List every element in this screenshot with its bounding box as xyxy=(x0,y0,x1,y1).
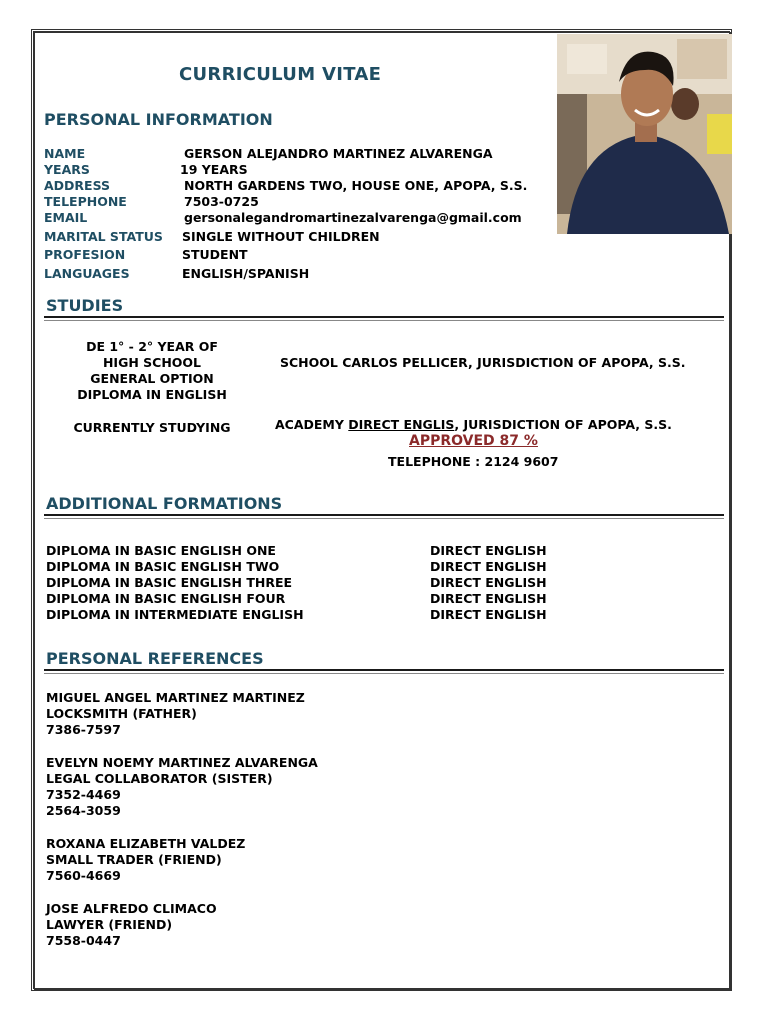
formation-place: DIRECT ENGLISH xyxy=(430,591,547,606)
formation-place: DIRECT ENGLISH xyxy=(430,559,547,574)
value-languages: ENGLISH/SPANISH xyxy=(182,266,310,281)
section-heading-formations: ADDITIONAL FORMATIONS xyxy=(46,494,283,513)
formation-name: DIPLOMA IN BASIC ENGLISH FOUR xyxy=(46,591,286,606)
page-title: CURRICULUM VITAE xyxy=(179,64,382,85)
studies-item1-line1: DE 1° - 2° YEAR OF xyxy=(86,339,218,354)
academy-telephone: TELEPHONE : 2124 9607 xyxy=(388,454,559,469)
label-address: ADDRESS xyxy=(44,178,111,193)
studies-item1-line3: GENERAL OPTION xyxy=(90,371,214,386)
academy-name: DIRECT ENGLIS xyxy=(348,417,455,432)
studies-item2-academy xyxy=(275,417,672,432)
formation-name: DIPLOMA IN BASIC ENGLISH ONE xyxy=(46,543,276,558)
divider xyxy=(44,514,724,516)
divider xyxy=(44,518,724,519)
formation-place: DIRECT ENGLISH xyxy=(430,575,547,590)
studies-item1-line4: DIPLOMA IN ENGLISH xyxy=(77,387,227,402)
value-address: NORTH GARDENS TWO, HOUSE ONE, APOPA, S.S. xyxy=(184,178,528,193)
section-heading-studies: STUDIES xyxy=(46,296,124,315)
reference-role: SMALL TRADER (FRIEND) xyxy=(46,852,222,867)
formation-place: DIRECT ENGLISH xyxy=(430,607,547,622)
formation-name: DIPLOMA IN INTERMEDIATE ENGLISH xyxy=(46,607,304,622)
divider xyxy=(44,673,724,674)
label-name: NAME xyxy=(44,146,86,161)
section-heading-references: PERSONAL REFERENCES xyxy=(46,649,264,668)
profile-photo xyxy=(557,34,732,234)
studies-item2-status: CURRENTLY STUDYING xyxy=(73,420,231,435)
reference-role: LAWYER (FRIEND) xyxy=(46,917,173,932)
formation-name: DIPLOMA IN BASIC ENGLISH THREE xyxy=(46,575,293,590)
studies-item1-school: SCHOOL CARLOS PELLICER, JURISDICTION OF APOPA, S.S. xyxy=(280,355,686,370)
value-marital-status: SINGLE WITHOUT CHILDREN xyxy=(182,229,380,244)
reference-role: LEGAL COLLABORATOR (SISTER) xyxy=(46,771,273,786)
reference-name: ROXANA ELIZABETH VALDEZ xyxy=(46,836,246,851)
divider xyxy=(44,320,724,321)
reference-phone: 7352-4469 xyxy=(46,787,121,802)
value-name: GERSON ALEJANDRO MARTINEZ ALVARENGA xyxy=(184,146,493,161)
section-heading-personal: PERSONAL INFORMATION xyxy=(44,110,273,129)
label-telephone: TELEPHONE xyxy=(44,194,127,209)
reference-phone: 7386-7597 xyxy=(46,722,121,737)
divider xyxy=(44,669,724,671)
approved-score: APPROVED 87 % xyxy=(409,433,538,449)
reference-name: EVELYN NOEMY MARTINEZ ALVARENGA xyxy=(46,755,318,770)
academy-prefix: ACADEMY xyxy=(275,417,349,432)
label-profesion: PROFESION xyxy=(44,247,126,262)
value-telephone: 7503-0725 xyxy=(184,194,259,209)
formation-name: DIPLOMA IN BASIC ENGLISH TWO xyxy=(46,559,280,574)
formation-place: DIRECT ENGLISH xyxy=(430,543,547,558)
reference-phone: 7558-0447 xyxy=(46,933,121,948)
value-email: gersonalegandromartinezalvarenga@gmail.com xyxy=(184,210,522,225)
value-years: 19 YEARS xyxy=(180,162,248,177)
reference-name: MIGUEL ANGEL MARTINEZ MARTINEZ xyxy=(46,690,305,705)
reference-role: LOCKSMITH (FATHER) xyxy=(46,706,197,721)
reference-phone: 2564-3059 xyxy=(46,803,121,818)
studies-item1-line2: HIGH SCHOOL xyxy=(102,355,202,370)
divider xyxy=(44,316,724,318)
academy-suffix: , JURISDICTION OF APOPA, S.S. xyxy=(454,417,672,432)
reference-phone: 7560-4669 xyxy=(46,868,121,883)
label-languages: LANGUAGES xyxy=(44,266,130,281)
reference-name: JOSE ALFREDO CLIMACO xyxy=(46,901,217,916)
label-years: YEARS xyxy=(44,162,90,177)
label-email: EMAIL xyxy=(44,210,88,225)
value-profesion: STUDENT xyxy=(182,247,248,262)
label-marital-status: MARITAL STATUS xyxy=(44,229,163,244)
